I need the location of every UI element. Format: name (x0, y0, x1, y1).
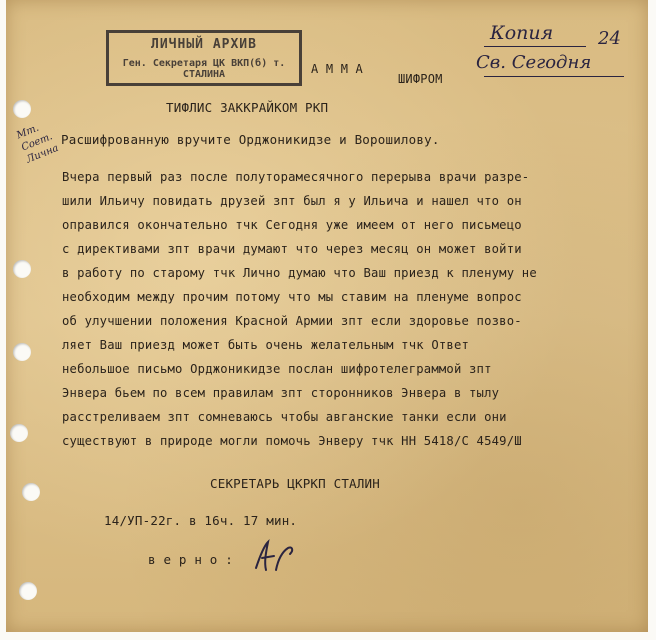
signature-line: СЕКРЕТАРЬ ЦКРКП СТАЛИН (210, 476, 380, 491)
date-line: 14/УП-22г. в 16ч. 17 мин. (104, 513, 298, 528)
stamp-line-2: Ген. Секретаря ЦК ВКП(б) т. СТАЛИНА (122, 58, 286, 80)
telegram-page (6, 0, 648, 632)
punch-hole (10, 424, 28, 442)
punch-hole (22, 483, 40, 501)
body-line: шили Ильичу повидать друзей зпт был я у Ильича и нашел что он (62, 194, 522, 208)
body-line: существуют в природе могли помочь Энверу тчк НН 5418/С 4549/Ш (62, 434, 522, 448)
body-line: необходим между прочим потому что мы ставим на пленуме вопрос (62, 290, 522, 304)
verified-label: в е р н о : (148, 552, 233, 567)
punch-hole (13, 100, 31, 118)
copy-underline (484, 46, 586, 47)
body-line: оправился окончательно тчк Сегодня уже имеем от него письмецо (62, 218, 522, 232)
delivery-instruction: Расшифрованную вручите Орджоникидзе и Ворошилову. (61, 132, 440, 147)
handwritten-today: Св. Сегодня (476, 52, 592, 73)
handwritten-copy: Копия (490, 22, 554, 44)
stamp-line-1: ЛИЧНЫЙ АРХИВ (151, 37, 257, 52)
punch-hole (13, 260, 31, 278)
body-line: в работу по старому тчк Лично думаю что Ваш приезд к пленуму не (62, 266, 537, 280)
body-line: ляет Ваш приезд может быть очень желательным тчк Ответ (62, 338, 470, 352)
body-line: об улучшении положения Красной Армии зпт если здоровье позво- (62, 314, 522, 328)
body-line: Вчера первый раз после полуторамесячного перерыва врачи разре- (62, 170, 530, 184)
archive-stamp (106, 30, 302, 86)
body-line: Энвера бьем по всем правилам зпт сторонников Энвера в тылу (62, 386, 500, 400)
punch-hole (19, 582, 37, 600)
handwritten-margin-note: Мт. Соет. Лична (15, 122, 61, 166)
punch-hole (13, 343, 31, 361)
body-line: с директивами зпт врачи думают что через месяц он может войти (62, 242, 522, 256)
today-underline (484, 76, 624, 77)
telegram-address: ТИФЛИС ЗАККРАЙКОМ РКП (166, 100, 329, 115)
body-line: расстреливаем зпт сомневаюсь чтобы авганские танки если они (62, 410, 507, 424)
verified-signature-icon (252, 536, 298, 576)
telegram-type: А М М А (311, 62, 363, 76)
body-line: небольшое письмо Орджоникидзе послан шифротелеграммой зпт (62, 362, 492, 376)
handwritten-page-number: 24 (598, 28, 621, 49)
cipher-label: ШИФРОМ (398, 72, 443, 86)
